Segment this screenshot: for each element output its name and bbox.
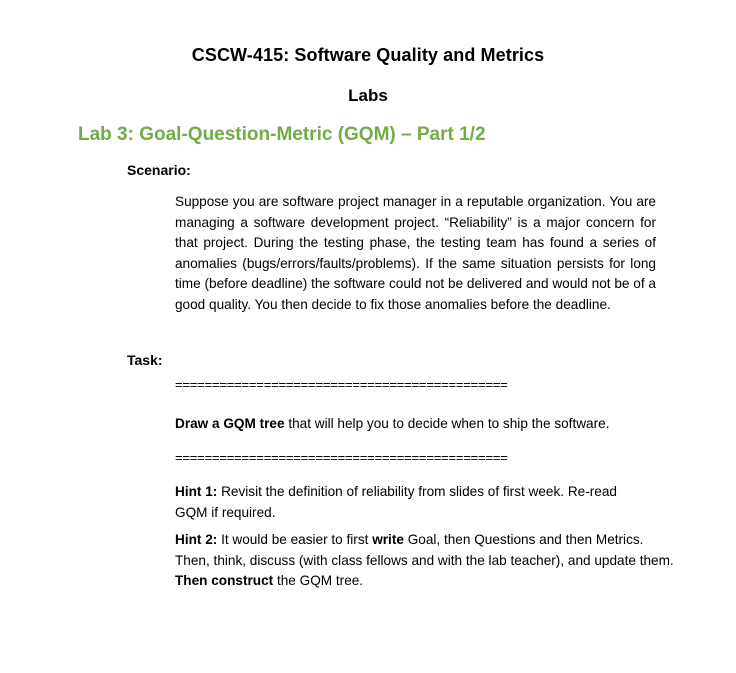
separator-bottom: =============================================: [175, 450, 508, 465]
scenario-label: Scenario:: [127, 162, 191, 178]
separator-top: =============================================: [175, 377, 508, 392]
scenario-paragraph: Suppose you are software project manager in a reputable organization. You are managing a software development project. “Reliability” is a major concern for that project. During the testing phase, the testing team has found a series of anomalies (bugs/errors/faults/problems). If the same situation persists for long time (before deadline) the software could not be delivered and would not be of a good quality. You then decide to fix those anomalies before the deadline.: [175, 194, 656, 312]
task-label: Task:: [127, 352, 163, 368]
hint-1-text: Revisit the definition of reliability from slides of first week. Re-read GQM if required.: [175, 484, 617, 520]
hint-1-label: Hint 1:: [175, 484, 218, 499]
draw-instruction: [175, 414, 675, 435]
hint-2-text-a: It would be easier to first: [217, 532, 373, 547]
hint-2: [175, 530, 675, 592]
hint-2-label: Hint 2:: [175, 532, 218, 547]
draw-instruction-rest: that will help you to decide when to ship the software.: [284, 416, 610, 431]
hint-2-bold-construct: Then construct: [175, 573, 274, 589]
hint-2-text-c: the GQM tree.: [273, 573, 364, 589]
lab-heading: Lab 3: Goal-Question-Metric (GQM) – Part 1/2: [78, 124, 486, 145]
hint-2-text-b: Goal, then Questions and then Metrics. Then, think, discuss (with class fellows and with the lab teacher), and update them.: [175, 532, 674, 568]
draw-instruction-bold: Draw a GQM tree: [175, 416, 285, 431]
course-title: CSCW-415: Software Quality and Metrics: [191, 45, 545, 65]
labs-title: Labs: [348, 86, 388, 105]
hint-1: [175, 482, 645, 523]
hint-2-bold-write: write: [372, 532, 404, 547]
